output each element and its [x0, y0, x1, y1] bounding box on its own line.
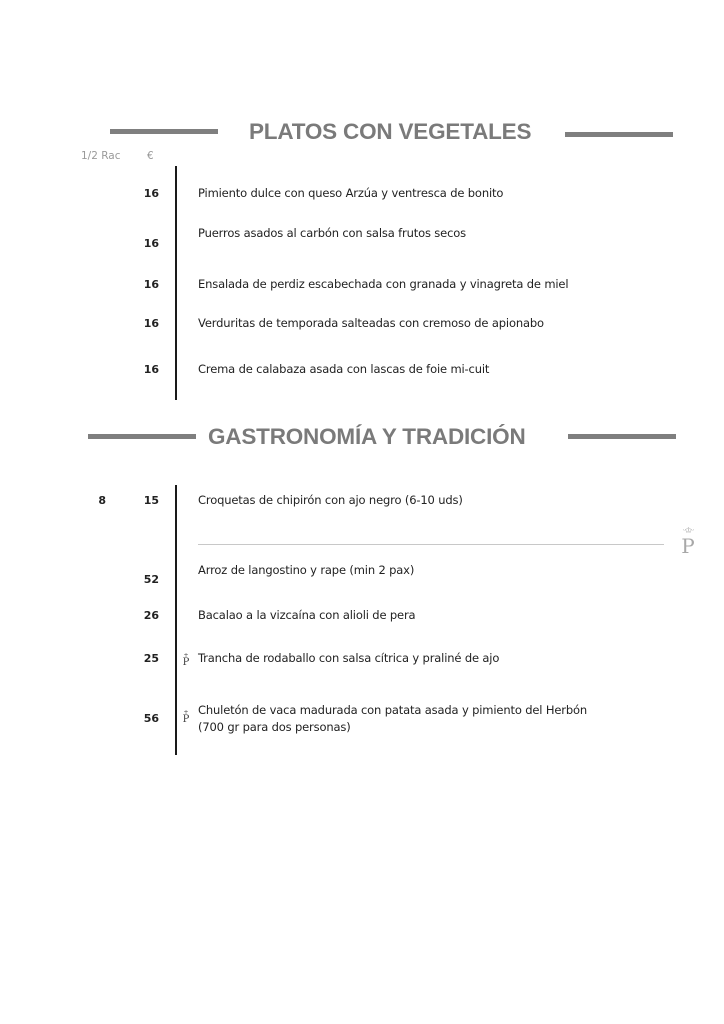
item-price: 52	[143, 573, 159, 586]
column-header-price: €	[147, 150, 154, 162]
item-name: Arroz de langostino y rape (min 2 pax)	[198, 563, 415, 577]
item-price: 16	[143, 187, 159, 200]
column-divider	[175, 485, 177, 755]
section-title-vegetales: PLATOS CON VEGETALES	[249, 119, 532, 144]
column-divider	[175, 166, 177, 400]
item-name: Ensalada de perdiz escabechada con granada y vinagreta de miel	[198, 277, 569, 291]
item-price: 16	[143, 363, 159, 376]
heading-bar-left	[88, 434, 196, 439]
house-special-icon: + P	[182, 652, 190, 668]
heading-bar-left	[110, 129, 218, 134]
item-price: 16	[143, 278, 159, 291]
item-separator	[198, 544, 664, 545]
item-name: Bacalao a la vizcaína con alioli de pera	[198, 608, 416, 622]
house-special-icon: + P	[182, 709, 190, 725]
item-name: Chuletón de vaca madurada con patata asada y pimiento del Herbón	[198, 703, 588, 717]
crown-icon: ᵕ♔ᵕ	[682, 526, 694, 535]
section-title-gastronomia: GASTRONOMÍA Y TRADICIÓN	[208, 424, 526, 449]
item-price: 25	[143, 652, 159, 665]
item-name-line2: (700 gr para dos personas)	[198, 720, 351, 734]
item-name: Trancha de rodaballo con salsa cítrica y praliné de ajo	[198, 651, 500, 665]
item-name: Verduritas de temporada salteadas con cremoso de apionabo	[198, 316, 544, 330]
item-price: 16	[143, 237, 159, 250]
item-name: Crema de calabaza asada con lascas de foie mi-cuit	[198, 362, 490, 376]
heading-bar-right	[565, 132, 673, 137]
item-name: Croquetas de chipirón con ajo negro (6-10 uds)	[198, 493, 463, 507]
item-price: 26	[143, 609, 159, 622]
item-price: 56	[143, 712, 159, 725]
item-name: Puerros asados al carbón con salsa frutos secos	[198, 226, 466, 240]
item-price: 16	[143, 317, 159, 330]
item-name: Pimiento dulce con queso Arzúa y ventresca de bonito	[198, 186, 504, 200]
heading-bar-right	[568, 434, 676, 439]
item-price: 15	[143, 494, 159, 507]
column-header-half-portion: 1/2 Rac	[81, 150, 121, 162]
item-half-price: 8	[98, 494, 106, 507]
logo-letter: P	[681, 534, 695, 558]
brand-logo	[676, 527, 700, 557]
